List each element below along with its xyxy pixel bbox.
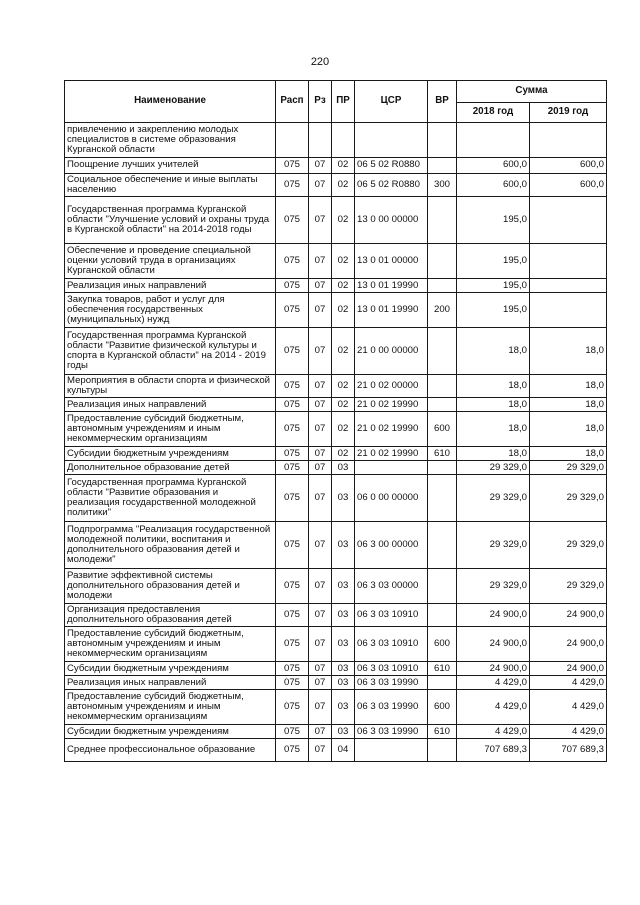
cell-rasp: 075 <box>276 375 309 398</box>
cell-name: Государственная программа Курганской области "Улучшение условий и охраны труда в Курганской области" на 2014-2018 годы <box>65 197 276 244</box>
cell-rasp: 075 <box>276 328 309 375</box>
cell-csr: 21 0 02 19990 <box>355 398 428 412</box>
page-number: 220 <box>310 56 330 68</box>
cell-sum-2018: 18,0 <box>457 398 530 412</box>
cell-name: Государственная программа Курганской области "Развитие образования и реализация государственной молодежной политики" <box>65 475 276 522</box>
cell-vr <box>428 475 457 522</box>
cell-csr: 06 3 00 00000 <box>355 522 428 569</box>
cell-csr: 21 0 02 00000 <box>355 375 428 398</box>
cell-sum-2019: 24 900,0 <box>530 604 607 627</box>
cell-rz: 07 <box>309 244 332 279</box>
cell-csr: 06 3 03 00000 <box>355 569 428 604</box>
cell-pr: 03 <box>332 676 355 690</box>
table-row <box>65 412 607 447</box>
header-csr: ЦСР <box>355 81 428 123</box>
cell-rz: 07 <box>309 604 332 627</box>
cell-name: Мероприятия в области спорта и физической культуры <box>65 375 276 398</box>
header-year-2018: 2018 год <box>457 103 530 123</box>
table-row <box>65 475 607 522</box>
cell-sum-2019: 29 329,0 <box>530 461 607 475</box>
cell-rz: 07 <box>309 375 332 398</box>
cell-vr <box>428 569 457 604</box>
cell-name: Субсидии бюджетным учреждениям <box>65 725 276 739</box>
cell-rasp: 075 <box>276 174 309 197</box>
cell-pr: 02 <box>332 412 355 447</box>
cell-sum-2018: 24 900,0 <box>457 662 530 676</box>
cell-rasp: 075 <box>276 627 309 662</box>
cell-csr: 06 3 03 19990 <box>355 676 428 690</box>
cell-sum-2019: 18,0 <box>530 398 607 412</box>
cell-csr <box>355 123 428 158</box>
table-row <box>65 447 607 461</box>
cell-name: Подпрограмма "Реализация государственной молодежной политики, воспитания и дополнительного образования детей и молодежи" <box>65 522 276 569</box>
cell-sum-2018: 600,0 <box>457 158 530 174</box>
cell-name: привлечению и закреплению молодых специалистов в системе образования Курганской области <box>65 123 276 158</box>
cell-vr: 600 <box>428 412 457 447</box>
cell-rz: 07 <box>309 279 332 293</box>
table-row <box>65 398 607 412</box>
cell-sum-2019: 29 329,0 <box>530 522 607 569</box>
header-sum: Сумма <box>457 81 607 103</box>
cell-sum-2018: 18,0 <box>457 375 530 398</box>
cell-vr <box>428 375 457 398</box>
cell-rz: 07 <box>309 412 332 447</box>
cell-vr: 300 <box>428 174 457 197</box>
table-row <box>65 158 607 174</box>
cell-sum-2018: 29 329,0 <box>457 461 530 475</box>
cell-csr: 13 0 01 19990 <box>355 279 428 293</box>
table-row <box>65 123 607 158</box>
cell-vr: 610 <box>428 662 457 676</box>
table-row <box>65 569 607 604</box>
cell-rasp: 075 <box>276 604 309 627</box>
cell-csr: 21 0 02 19990 <box>355 447 428 461</box>
cell-name: Реализация иных направлений <box>65 398 276 412</box>
table-row <box>65 676 607 690</box>
cell-vr <box>428 739 457 762</box>
cell-csr: 06 5 02 R0880 <box>355 158 428 174</box>
cell-sum-2019: 4 429,0 <box>530 676 607 690</box>
cell-rasp: 075 <box>276 522 309 569</box>
cell-vr <box>428 123 457 158</box>
cell-rz: 07 <box>309 522 332 569</box>
cell-name: Среднее профессиональное образование <box>65 739 276 762</box>
table-body <box>65 123 607 762</box>
cell-name: Социальное обеспечение и иные выплаты населению <box>65 174 276 197</box>
cell-sum-2018: 4 429,0 <box>457 676 530 690</box>
cell-rz: 07 <box>309 293 332 328</box>
cell-rz: 07 <box>309 739 332 762</box>
cell-rz: 07 <box>309 725 332 739</box>
cell-sum-2018: 18,0 <box>457 447 530 461</box>
cell-sum-2019: 18,0 <box>530 447 607 461</box>
cell-pr: 04 <box>332 739 355 762</box>
cell-sum-2018: 195,0 <box>457 279 530 293</box>
cell-csr <box>355 461 428 475</box>
cell-vr <box>428 244 457 279</box>
table-row <box>65 375 607 398</box>
table-row <box>65 174 607 197</box>
cell-rasp: 075 <box>276 676 309 690</box>
cell-csr: 06 0 00 00000 <box>355 475 428 522</box>
cell-rasp: 075 <box>276 662 309 676</box>
cell-name: Субсидии бюджетным учреждениям <box>65 662 276 676</box>
cell-pr: 03 <box>332 725 355 739</box>
cell-name: Дополнительное образование детей <box>65 461 276 475</box>
cell-name: Реализация иных направлений <box>65 279 276 293</box>
cell-pr: 03 <box>332 569 355 604</box>
cell-sum-2019 <box>530 293 607 328</box>
cell-name: Поощрение лучших учителей <box>65 158 276 174</box>
cell-rz: 07 <box>309 676 332 690</box>
cell-rz: 07 <box>309 328 332 375</box>
cell-rasp <box>276 123 309 158</box>
cell-rasp: 075 <box>276 293 309 328</box>
cell-rasp: 075 <box>276 279 309 293</box>
cell-sum-2019: 4 429,0 <box>530 725 607 739</box>
cell-vr: 600 <box>428 627 457 662</box>
cell-name: Закупка товаров, работ и услуг для обеспечения государственных (муниципальных) нужд <box>65 293 276 328</box>
cell-rasp: 075 <box>276 197 309 244</box>
cell-sum-2019: 29 329,0 <box>530 475 607 522</box>
table-row <box>65 739 607 762</box>
cell-rasp: 075 <box>276 475 309 522</box>
cell-sum-2018: 195,0 <box>457 197 530 244</box>
cell-sum-2019: 18,0 <box>530 328 607 375</box>
header-pr: ПР <box>332 81 355 123</box>
cell-sum-2019: 24 900,0 <box>530 627 607 662</box>
cell-sum-2018: 707 689,3 <box>457 739 530 762</box>
cell-csr: 06 3 03 19990 <box>355 725 428 739</box>
table-row <box>65 604 607 627</box>
cell-rz: 07 <box>309 197 332 244</box>
header-rasp: Расп <box>276 81 309 123</box>
cell-name: Организация предоставления дополнительного образования детей <box>65 604 276 627</box>
cell-rz: 07 <box>309 461 332 475</box>
cell-rz: 07 <box>309 475 332 522</box>
cell-vr: 600 <box>428 690 457 725</box>
table-row <box>65 279 607 293</box>
cell-csr: 06 3 03 10910 <box>355 662 428 676</box>
cell-rasp: 075 <box>276 398 309 412</box>
cell-sum-2018: 195,0 <box>457 244 530 279</box>
header-year-2019: 2019 год <box>530 103 607 123</box>
table-header <box>65 81 607 123</box>
table-row <box>65 293 607 328</box>
cell-pr: 03 <box>332 662 355 676</box>
cell-rasp: 075 <box>276 461 309 475</box>
cell-rz <box>309 123 332 158</box>
table-row <box>65 627 607 662</box>
cell-rz: 07 <box>309 569 332 604</box>
cell-name: Субсидии бюджетным учреждениям <box>65 447 276 461</box>
cell-pr: 03 <box>332 475 355 522</box>
cell-sum-2018: 24 900,0 <box>457 627 530 662</box>
cell-vr <box>428 461 457 475</box>
cell-rasp: 075 <box>276 739 309 762</box>
cell-csr <box>355 739 428 762</box>
cell-sum-2018 <box>457 123 530 158</box>
cell-pr <box>332 123 355 158</box>
table-row <box>65 522 607 569</box>
cell-pr: 03 <box>332 627 355 662</box>
budget-table <box>64 80 607 762</box>
cell-rasp: 075 <box>276 412 309 447</box>
cell-csr: 21 0 02 19990 <box>355 412 428 447</box>
cell-sum-2018: 29 329,0 <box>457 522 530 569</box>
cell-vr <box>428 398 457 412</box>
cell-rasp: 075 <box>276 447 309 461</box>
cell-csr: 13 0 00 00000 <box>355 197 428 244</box>
cell-csr: 13 0 01 00000 <box>355 244 428 279</box>
cell-name: Предоставление субсидий бюджетным, автономным учреждениям и иным некоммерческим организациям <box>65 690 276 725</box>
cell-pr: 02 <box>332 279 355 293</box>
cell-pr: 02 <box>332 158 355 174</box>
cell-sum-2018: 29 329,0 <box>457 475 530 522</box>
cell-vr <box>428 158 457 174</box>
table-row <box>65 725 607 739</box>
cell-vr: 200 <box>428 293 457 328</box>
cell-rasp: 075 <box>276 569 309 604</box>
cell-rz: 07 <box>309 447 332 461</box>
cell-sum-2018: 4 429,0 <box>457 690 530 725</box>
cell-sum-2018: 600,0 <box>457 174 530 197</box>
header-vr: ВР <box>428 81 457 123</box>
cell-rz: 07 <box>309 627 332 662</box>
cell-rasp: 075 <box>276 725 309 739</box>
table-row <box>65 461 607 475</box>
cell-vr: 610 <box>428 725 457 739</box>
header-rz: Рз <box>309 81 332 123</box>
header-name: Наименование <box>65 81 276 123</box>
cell-pr: 03 <box>332 461 355 475</box>
cell-sum-2019: 18,0 <box>530 412 607 447</box>
cell-sum-2019 <box>530 197 607 244</box>
cell-pr: 03 <box>332 522 355 569</box>
cell-sum-2019: 18,0 <box>530 375 607 398</box>
cell-name: Предоставление субсидий бюджетным, автономным учреждениям и иным некоммерческим организациям <box>65 412 276 447</box>
cell-sum-2018: 24 900,0 <box>457 604 530 627</box>
cell-sum-2018: 4 429,0 <box>457 725 530 739</box>
cell-sum-2019: 4 429,0 <box>530 690 607 725</box>
cell-sum-2019: 29 329,0 <box>530 569 607 604</box>
cell-sum-2018: 18,0 <box>457 328 530 375</box>
table-row <box>65 197 607 244</box>
cell-rz: 07 <box>309 690 332 725</box>
cell-vr <box>428 328 457 375</box>
cell-pr: 03 <box>332 604 355 627</box>
cell-vr <box>428 522 457 569</box>
cell-rz: 07 <box>309 174 332 197</box>
cell-name: Развитие эффективной системы дополнительного образования детей и молодежи <box>65 569 276 604</box>
table-row <box>65 690 607 725</box>
cell-pr: 02 <box>332 197 355 244</box>
cell-name: Обеспечение и проведение специальной оценки условий труда в организациях Курганской области <box>65 244 276 279</box>
cell-rasp: 075 <box>276 690 309 725</box>
cell-csr: 06 3 03 10910 <box>355 627 428 662</box>
cell-vr <box>428 604 457 627</box>
cell-csr: 06 3 03 19990 <box>355 690 428 725</box>
cell-sum-2019: 707 689,3 <box>530 739 607 762</box>
cell-csr: 13 0 01 19990 <box>355 293 428 328</box>
cell-sum-2019 <box>530 279 607 293</box>
cell-vr: 610 <box>428 447 457 461</box>
cell-sum-2018: 195,0 <box>457 293 530 328</box>
cell-csr: 06 3 03 10910 <box>355 604 428 627</box>
cell-rz: 07 <box>309 662 332 676</box>
cell-vr <box>428 676 457 690</box>
table-row <box>65 662 607 676</box>
table-row <box>65 328 607 375</box>
cell-vr <box>428 279 457 293</box>
cell-rasp: 075 <box>276 244 309 279</box>
cell-csr: 21 0 00 00000 <box>355 328 428 375</box>
cell-name: Государственная программа Курганской области "Развитие физической культуры и спорта в Курганской области" на 2014 - 2019 годы <box>65 328 276 375</box>
cell-rz: 07 <box>309 158 332 174</box>
cell-pr: 02 <box>332 447 355 461</box>
cell-rasp: 075 <box>276 158 309 174</box>
cell-pr: 02 <box>332 293 355 328</box>
cell-pr: 02 <box>332 328 355 375</box>
cell-pr: 02 <box>332 375 355 398</box>
cell-sum-2019: 24 900,0 <box>530 662 607 676</box>
cell-sum-2019: 600,0 <box>530 174 607 197</box>
cell-sum-2018: 18,0 <box>457 412 530 447</box>
cell-vr <box>428 197 457 244</box>
table-row <box>65 244 607 279</box>
cell-sum-2019 <box>530 123 607 158</box>
cell-sum-2019: 600,0 <box>530 158 607 174</box>
cell-pr: 03 <box>332 690 355 725</box>
cell-name: Реализация иных направлений <box>65 676 276 690</box>
cell-sum-2018: 29 329,0 <box>457 569 530 604</box>
cell-rz: 07 <box>309 398 332 412</box>
cell-sum-2019 <box>530 244 607 279</box>
cell-csr: 06 5 02 R0880 <box>355 174 428 197</box>
cell-pr: 02 <box>332 398 355 412</box>
cell-name: Предоставление субсидий бюджетным, автономным учреждениям и иным некоммерческим организациям <box>65 627 276 662</box>
cell-pr: 02 <box>332 244 355 279</box>
cell-pr: 02 <box>332 174 355 197</box>
